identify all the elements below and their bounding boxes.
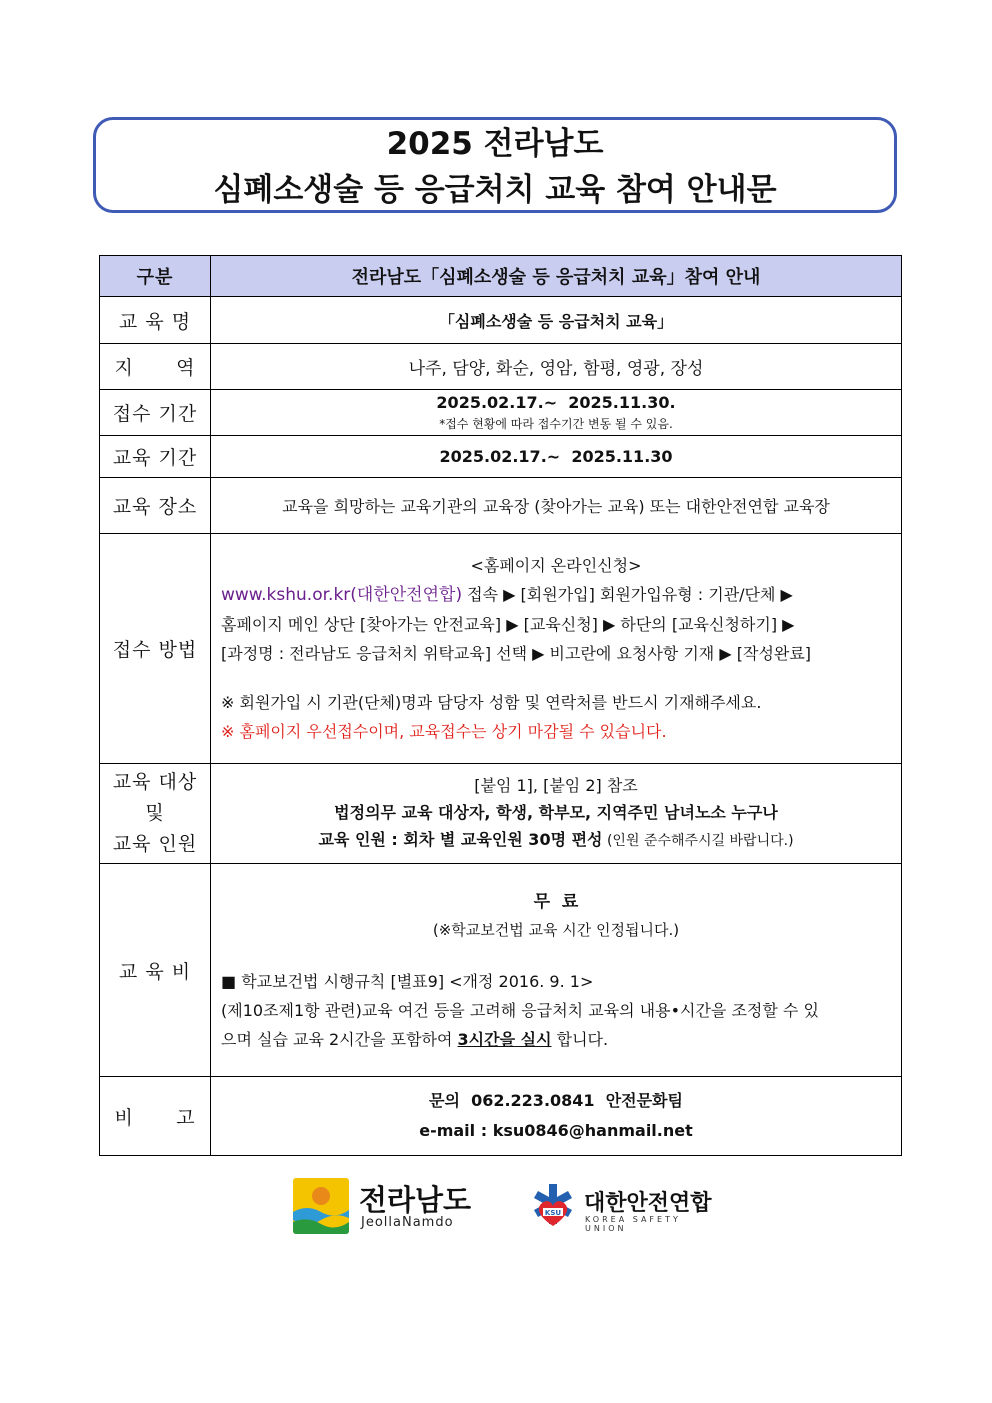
fee-note: (※학교보건법 교육 시간 인정됩니다.) [432, 920, 680, 939]
apply-url-link[interactable]: www.kshu.or.kr(대한안전연합) [221, 585, 463, 605]
title-year: 2025 전라남도 [386, 126, 604, 162]
apply-method-note1: ※ 회원가입 시 기관(단체)명과 담당자 성함 및 연락처를 반드시 기재해주세요. [221, 693, 762, 712]
title-main: 심폐소생술 등 응급처치 교육 참여 안내문 [213, 172, 777, 208]
apply-period-note: *접수 현황에 따라 접수기간 변동 될 수 있음. [439, 417, 673, 431]
ksu-badge-text: KSU [544, 1209, 562, 1217]
table-header-row [100, 256, 902, 297]
edu-place-value: 교육을 희망하는 교육기관의 교육장 (찾아가는 교육) 또는 대한안전연합 교육장 [211, 478, 902, 534]
row-course-name [100, 297, 902, 344]
row-apply-period [100, 390, 902, 436]
info-table [99, 255, 902, 1156]
row-edu-period [100, 436, 902, 478]
target-capacity [211, 826, 901, 855]
fee-detail2 [211, 1025, 901, 1054]
title-box [93, 117, 897, 213]
fee-law: ■ 학교보건법 시행규칙 [별표9] <개정 2016. 9. 1> [221, 971, 594, 991]
apply-method-line3: [과정명 : 전라남도 응급처치 위탁교육] 선택 ▶ 비고란에 요청사항 기재 ▶ [작성완료] [221, 644, 812, 663]
target-label-1: 교육 대상 [112, 771, 198, 793]
header-label: 구분 [100, 256, 211, 297]
apply-method-line1-text: 접속 ▶ [회원가입] 회원가입유형 : 기관/단체 ▶ [462, 585, 793, 604]
footer-logos [0, 1178, 992, 1238]
fee-label: 교 육 비 [100, 864, 211, 1077]
remark-label: 비 고 [100, 1077, 211, 1156]
region-value: 나주, 담양, 화순, 영암, 함평, 영광, 장성 [211, 344, 902, 390]
apply-method-line2: 홈페이지 메인 상단 [찾아가는 안전교육] ▶ [교육신청] ▶ 하단의 [교육신청하기] ▶ [221, 615, 795, 634]
apply-method-note2: ※ 홈페이지 우선접수이며, 교육접수는 상기 마감될 수 있습니다. [221, 722, 667, 741]
row-edu-place [100, 478, 902, 534]
apply-period-label: 접수 기간 [100, 390, 211, 436]
fee-detail2-pre: 으며 실습 교육 2시간을 포함하여 [221, 1029, 458, 1049]
apply-method-heading: <홈페이지 온라인신청> [470, 556, 642, 575]
remark-contact: 문의 062.223.0841 안전문화팀 [429, 1091, 683, 1110]
fee-cell [211, 864, 902, 1077]
remark-cell [211, 1077, 902, 1156]
jeonnam-logo-sub: JeollaNamdo [361, 1215, 454, 1230]
fee-detail2-emphasis: 3시간을 실시 [457, 1029, 552, 1049]
target-capacity-note: (인원 준수해주시길 바랍니다.) [602, 833, 794, 849]
ksu-logo-name: 대한안전연합 [584, 1191, 712, 1216]
ksu-emblem-icon [528, 1182, 578, 1232]
apply-period-value: 2025.02.17.~ 2025.11.30. [436, 393, 676, 412]
target-label-2: 및 [145, 802, 165, 824]
ksu-logo [528, 1182, 718, 1234]
apply-period-cell [211, 390, 902, 436]
target-audience: 법정의무 교육 대상자, 학생, 학부모, 지역주민 남녀노소 누구나 [334, 803, 778, 822]
remark-email: e-mail : ksu0846@hanmail.net [419, 1121, 693, 1140]
row-fee [100, 864, 902, 1077]
row-target [100, 764, 902, 864]
edu-place-label: 교육 장소 [100, 478, 211, 534]
fee-detail1: (제10조제1항 관련)교육 여건 등을 고려해 응급처치 교육의 내용•시간을 조정할 수 있 [221, 1000, 819, 1020]
apply-method-cell [211, 534, 902, 764]
target-ref: [붙임 1], [붙임 2] 참조 [474, 776, 638, 795]
course-name-label: 교 육 명 [100, 297, 211, 344]
edu-period-value: 2025.02.17.~ 2025.11.30 [211, 436, 902, 478]
row-apply-method [100, 534, 902, 764]
apply-method-line1 [211, 580, 901, 610]
target-label-3: 교육 인원 [112, 833, 198, 855]
course-name-value: 「심폐소생술 등 응급처치 교육」 [211, 297, 902, 344]
jeonnam-emblem-icon [293, 1178, 349, 1234]
header-value: 전라남도「심폐소생술 등 응급처치 교육」참여 안내 [211, 256, 902, 297]
target-capacity-bold: 교육 인원 : 회차 별 교육인원 30명 편성 [318, 830, 603, 849]
target-cell [211, 764, 902, 864]
row-region [100, 344, 902, 390]
edu-period-label: 교육 기간 [100, 436, 211, 478]
ksu-logo-sub: KOREA SAFETY UNION [585, 1215, 681, 1233]
fee-value: 무 료 [533, 891, 579, 912]
apply-method-label: 접수 방법 [100, 534, 211, 764]
jeonnam-logo-name: 전라남도 [359, 1183, 472, 1217]
fee-detail2-post: 합니다. [551, 1029, 609, 1049]
region-label: 지 역 [100, 344, 211, 390]
target-label [100, 764, 211, 864]
row-remark [100, 1077, 902, 1156]
jeonnam-logo [293, 1178, 473, 1236]
